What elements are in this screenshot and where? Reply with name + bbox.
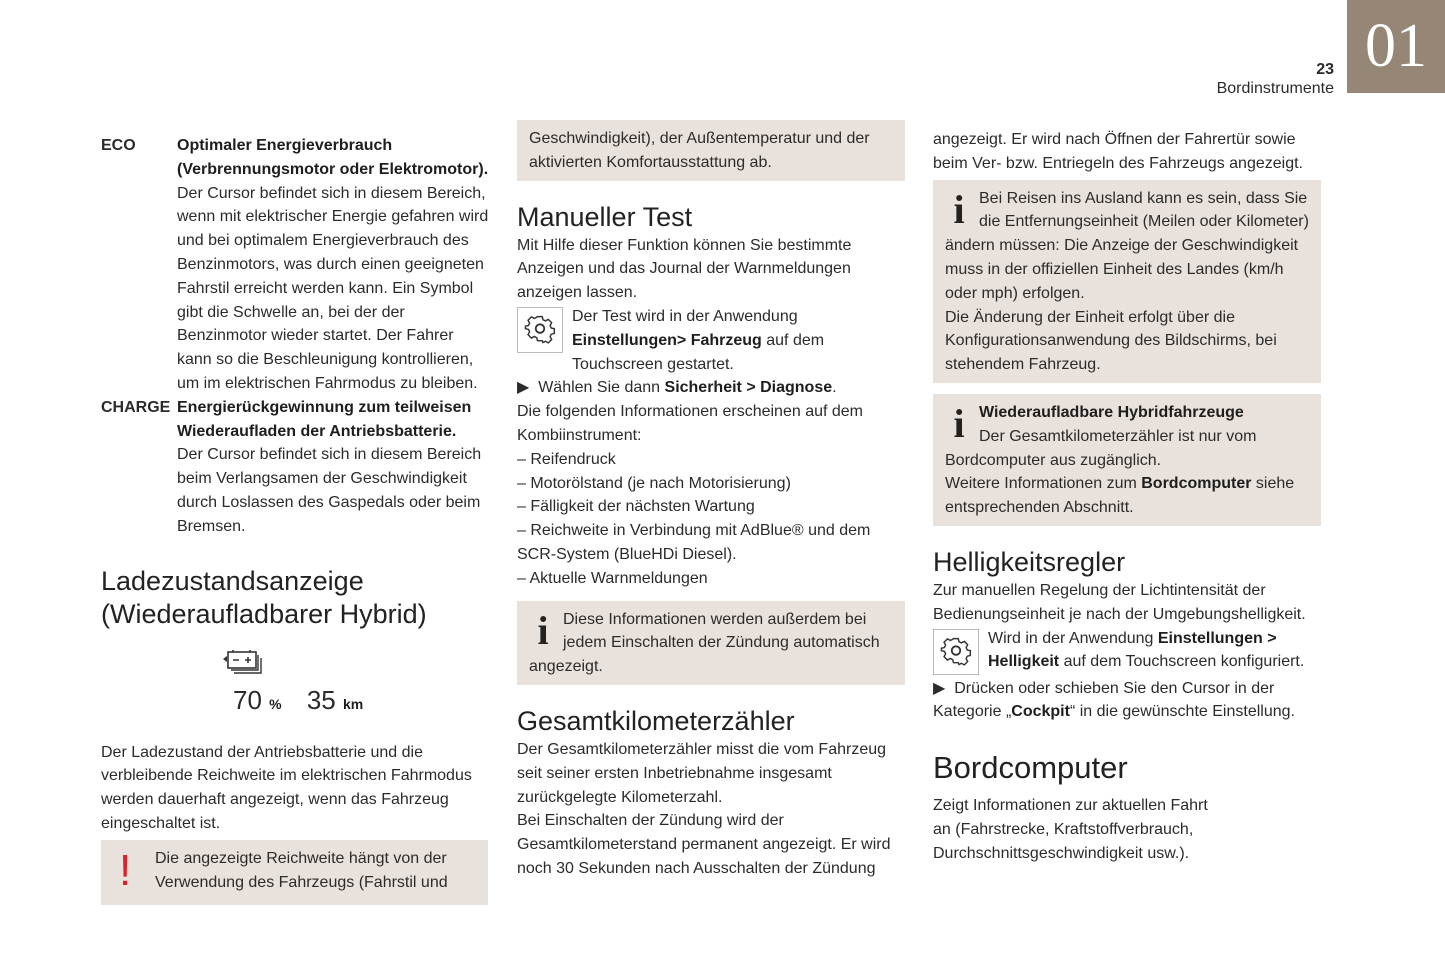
paragraph [933,627,1321,675]
right-column [933,128,1321,866]
paragraph: angezeigt. Er wird nach Öffnen der Fahrertür sowie beim Ver- bzw. Entriegeln des Fahrzeugs angezeigt. [933,131,1303,172]
info-text: Bei Reisen ins Ausland kann es sein, dass Sie die Entfernungseinheit (Meilen oder Kilometer) ändern müssen: Die Anzeige der Geschwindigkeit muss in der offiziellen Einheit des Landes (km/h oder mph) erfolgen. [945,189,1309,302]
paragraph: Zeigt Informationen zur aktuellen Fahrt an (Fahrstrecke, Kraftstoffverbrauch, Durchschnittsgeschwindigkeit usw.). [933,797,1208,862]
info-title: Wiederaufladbare Hybridfahrzeuge [979,403,1244,421]
info-text [945,472,1309,520]
warning-box [101,840,488,905]
section-heading: Gesamtkilometerzähler [517,705,795,736]
continued-note-box [517,120,905,181]
charge-value: 70 [233,684,262,715]
text: auf dem Touchscreen konfiguriert. [1059,653,1305,671]
info-icon: i [953,400,965,446]
info-box [933,180,1321,383]
text: Weitere Informationen zum [945,475,1142,493]
info-text: Der Gesamtkilometerzähler ist nur vom Bordcomputer aus zugänglich. [945,427,1257,469]
info-box-hybrid [933,394,1321,526]
list-item: – Fälligkeit der nächsten Wartung [517,495,905,519]
list-item: – Aktuelle Warnmeldungen [517,567,905,591]
range-unit: km [343,695,364,712]
charge-unit: % [269,695,282,712]
charge-display [101,631,491,741]
paragraph: Der Gesamtkilometerzähler misst die vom Fahrzeug seit seiner ersten Inbetriebnahme insgesamt zurückgelegte Kilometerzahl. [517,740,887,806]
instruction [517,376,905,400]
warning-icon: ! [119,845,132,895]
paragraph: Mit Hilfe dieser Funktion können Sie bestimmte Anzeigen und das Journal der Warnmeldungen anzeigen lassen. [517,236,852,302]
eco-title: Optimaler Energieverbrauch (Verbrennungsmotor oder Elektromotor). [177,137,489,178]
charge-key: CHARGE [101,398,171,416]
paragraph [517,305,905,376]
paragraph: Zur manuellen Regelung der Lichtintensität der Bedienungseinheit je nach der Umgebungshelligkeit. [933,581,1306,623]
paragraph: Bei Einschalten der Zündung wird der Gesamtkilometerstand permanent angezeigt. Er wird noch 30 Sekunden nach Ausschalten der Zündung [517,812,891,877]
instruction [933,677,1321,725]
gear-icon [933,629,979,675]
section-heading: Manueller Test [517,201,693,232]
eco-text: Der Cursor befindet sich in diesem Bereich, wenn mit elektrischer Energie gefahren wird und bei optimalem Energieverbrauch des Benzinmotors, was durch einen geeigneten Fahrstil erreicht werden kann. Ein Symbol gibt die Schwelle an, bei der der Benzinmotor wieder startet. Der Fahrer kann so die Beschleunigung kontrollieren, um im elektrischen Fahrmodus zu bleiben. [177,184,489,392]
charge-title: Energierückgewinnung zum teilweisen Wiederaufladen der Antriebsbatterie. [177,398,472,440]
menu-path: Cockpit [1011,703,1070,721]
text: “ in die gewünschte Einstellung. [1069,703,1295,721]
text: Wird in der Anwendung [988,629,1158,647]
menu-path: Helligkeit [988,653,1060,671]
middle-column [517,120,905,881]
list-item: – Reifendruck [517,448,905,472]
charge-readout [233,685,363,719]
range-value: 35 [306,684,336,715]
info-text: Die Änderung der Einheit erfolgt über die Konfigurationsanwendung des Bildschirms, bei stehendem Fahrzeug. [945,308,1277,374]
chapter-title: Bordinstrumente [1216,80,1334,97]
link-term: Bordcomputer [1141,475,1252,493]
page-number: 23 [1316,61,1334,78]
menu-path: Diagnose [760,379,833,397]
info-list [517,448,905,591]
arrow-icon: ▶ [517,379,539,397]
menu-path: Einstellungen> Fahrzeug [572,331,762,349]
text: . [832,379,837,397]
menu-path: Einstellungen [1157,629,1263,647]
text: Der Test wird in der Anwendung [572,307,798,325]
charge-text: Der Cursor befindet sich in diesem Bereich beim Verlangsamen der Geschwindigkeit durch Loslassen des Gaspedals oder beim Bremsen. [177,446,482,535]
info-text: Diese Informationen werden außerdem bei jedem Einschalten der Zündung automatisch angezeigt. [529,610,880,676]
text: auf dem Touchscreen gestartet. [572,331,825,373]
paragraph: Die folgenden Informationen erscheinen auf dem Kombiinstrument: [517,403,863,444]
text: Wählen Sie dann [538,379,665,397]
eco-definition [101,134,491,396]
charge-definition [101,396,491,539]
section-heading: Ladezustandsanzeige (Wiederaufladbarer Hybrid) [101,565,427,629]
arrow-icon: ▶ [933,679,955,697]
text: siehe entsprechenden Abschnitt. [945,475,1295,517]
text: Drücken oder schieben Sie den Cursor in der Kategorie „ [933,679,1275,721]
separator: > [1262,629,1277,647]
separator: > [741,379,761,397]
list-item: – Motorölstand (je nach Motorisierung) [517,472,905,496]
info-icon: i [537,607,549,653]
info-icon: i [953,186,965,232]
eco-key: ECO [101,137,136,154]
gear-icon [517,307,563,353]
menu-path: Sicherheit [664,379,742,397]
left-column [101,134,491,905]
charge-paragraph: Der Ladezustand der Antriebsbatterie und die verbleibende Reichweite im elektrischen Fahrmodus werden dauerhaft angezeigt, wenn das Fahrzeug eingeschaltet ist. [101,743,472,832]
info-box [517,601,905,685]
section-heading: Helligkeitsregler [933,546,1126,577]
note-text: Geschwindigkeit), der Außentemperatur und der aktivierten Komfortausstattung ab. [529,130,870,171]
battery-icon [221,649,265,677]
section-heading: Bordcomputer [933,750,1128,786]
warning-text: Die angezeigte Reichweite hängt von der Verwendung des Fahrzeugs (Fahrstil und [155,849,448,891]
list-item: – Reichweite in Verbindung mit AdBlue® und dem SCR-System (BlueHDi Diesel). [517,519,905,567]
chapter-tab: 01 [1347,0,1445,93]
